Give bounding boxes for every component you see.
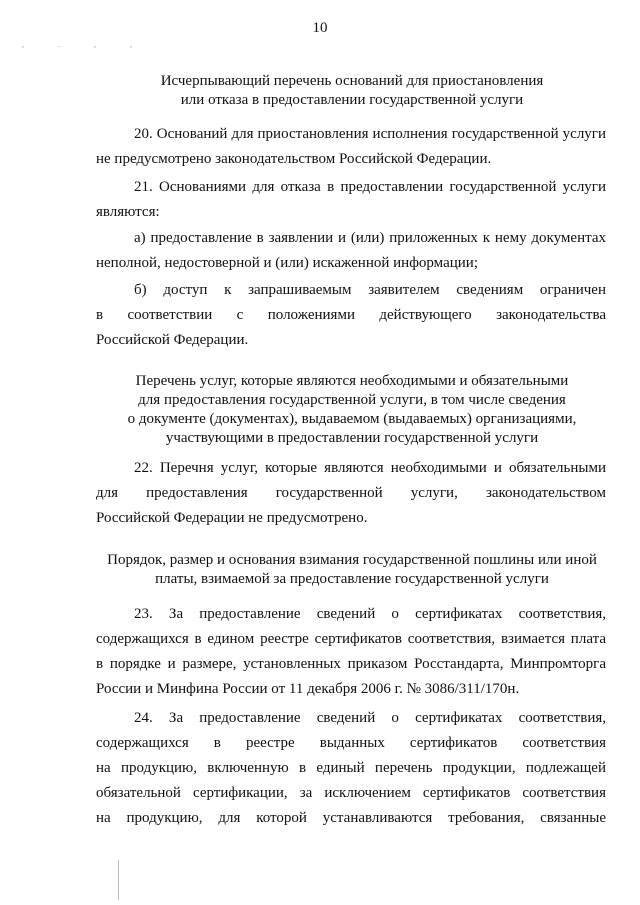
section-heading-fees [96,551,608,589]
text-line: в порядке и размере, установленных приказом Росстандарта, Минпромторга [96,656,606,672]
text-line: б) доступ к запрашиваемым заявителем сведениям ограничен [134,282,606,298]
paragraph-21 [96,175,606,225]
paragraph-21a [96,226,606,276]
text-line: а) предоставление в заявлении и (или) приложенных к нему документах [134,230,606,246]
page-number: 10 [312,20,328,36]
heading-line: Перечень услуг, которые являются необходимыми и обязательными [135,373,569,389]
text-line: 22. Перечня услуг, которые являются необходимыми и обязательными [134,460,606,476]
paragraph-22 [96,456,606,531]
heading-line: о документе (документах), выдаваемом (выдаваемых) организациями, [127,411,577,427]
text-line: являются: [96,204,160,220]
text-line: в соответствии с положениями действующего законодательства [96,307,606,323]
scan-specks: , . , , [22,40,148,49]
text-line: 21. Основаниями для отказа в предоставлении государственной услуги [134,179,606,195]
text-line: 20. Оснований для приостановления исполнения государственной услуги [134,126,606,142]
paragraph-23 [96,602,606,702]
heading-line: платы, взимаемой за предоставление государственной услуги [155,571,549,587]
paragraph-20 [96,122,606,172]
text-line: 24. За предоставление сведений о сертификатах соответствия, [134,710,606,726]
text-line: не предусмотрено законодательством Российской Федерации. [96,151,492,167]
heading-line: или отказа в предоставлении государственной услуги [180,92,524,108]
text-line: содержащихся в реестре выданных сертификатов соответствия [96,735,606,751]
heading-line: Исчерпывающий перечень оснований для приостановления [160,73,544,89]
text-line: на продукцию, включенную в единый перечень продукции, подлежащей [96,760,606,776]
text-line: России и Минфина России от 11 декабря 2006 г. № 3086/311/170н. [96,681,520,697]
text-line: на продукцию, для которой устанавливаются требования, связанные [96,810,606,826]
text-line: Российской Федерации. [96,332,249,348]
text-line: Российской Федерации не предусмотрено. [96,510,368,526]
text-line: содержащихся в едином реестре сертификатов соответствия, взимается плата [96,631,606,647]
text-line: для предоставления государственной услуги, законодательством [96,485,606,501]
paragraph-21b [96,278,606,353]
paragraph-24 [96,706,606,831]
scan-edge-mark [118,860,119,900]
text-line: обязательной сертификации, за исключением сертификатов соответствия [96,785,606,801]
section-heading-suspension [96,72,608,110]
section-heading-required-services [96,372,608,448]
text-line: 23. За предоставление сведений о сертификатах соответствия, [134,606,606,622]
heading-line: участвующими в предоставлении государственной услуги [165,430,539,446]
text-line: неполной, недостоверной и (или) искаженной информации; [96,255,478,271]
heading-line: Порядок, размер и основания взимания государственной пошлины или иной [107,552,597,568]
heading-line: для предоставления государственной услуги, в том числе сведения [138,392,566,408]
